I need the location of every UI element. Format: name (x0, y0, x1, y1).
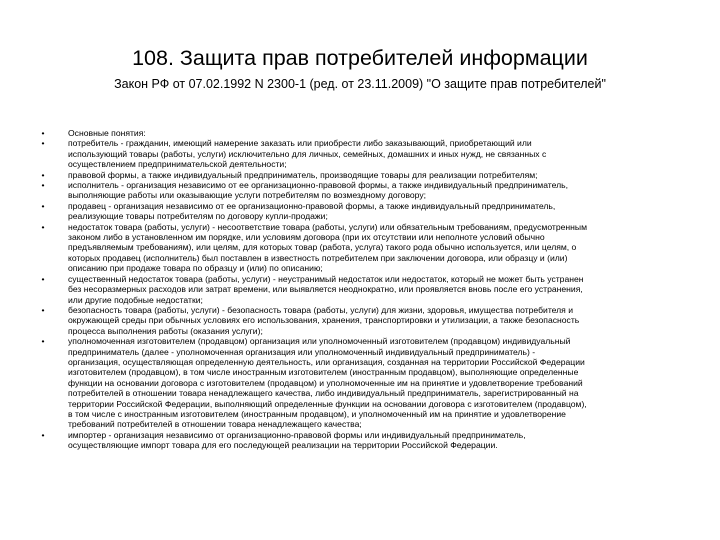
list-item (40, 222, 690, 274)
list-item-text-line: существенный недостаток товара (работы, услуги) - неустранимый недостаток или недостаток, который не может быть устранен (68, 273, 584, 284)
list-item-text-line: правовой формы, а также индивидуальный предприниматель, производящие товары для реализации потребителям; (68, 169, 538, 180)
list-item-text-line: которых продавец (исполнитель) был поставлен в известность потребителем при заключении договора, или образцу и (или) (68, 252, 568, 263)
list-item-text-line: безопасность товара (работы, услуги) - безопасность товара (работы, услуги) для жизни, здоровья, имущества потребителя и (68, 304, 574, 315)
bullet-glyph: • (41, 221, 45, 232)
list-item-text-line: требований потребителей в отношении товара ненадлежащего качества; (68, 419, 362, 430)
list-item-text-line: потребителей в отношении товара ненадлежащего качества, либо индивидуальный предприниматель, зарегистрированный на (68, 388, 579, 399)
list-item (40, 128, 690, 138)
list-item-text-line: описанию при продаже товара по образцу и (или) по описанию; (68, 263, 323, 274)
bullet-glyph: • (41, 429, 45, 440)
bullet-glyph: • (41, 128, 45, 138)
slide-subtitle: Закон РФ от 07.02.1992 N 2300-1 (ред. от 23.11.2009) "О защите прав потребителей" (114, 77, 606, 91)
bullet-glyph: • (41, 273, 45, 284)
list-item (40, 305, 690, 336)
list-item (40, 180, 690, 201)
list-item-text-line: исполнитель - организация независимо от ее организационно-правовой формы, а также индивидуальный предприниматель, (68, 180, 569, 191)
list-item-text-line: территории Российской Федерации, выполняющий определенные функции на основании договора с изготовителем (продавцом), (68, 398, 587, 409)
list-item-text-line: организация, осуществляющая определенную деятельность, или организация, созданная на территории Российской Федерации (68, 356, 585, 367)
list-item-text-line: в том числе с иностранным изготовителем (иностранным продавцом), и уполномоченный им на принятие и удовлетворение (68, 408, 566, 419)
list-item (40, 170, 690, 180)
list-item (40, 336, 690, 430)
list-item-text-line: потребитель - гражданин, имеющий намерение заказать или приобрести либо заказывающий, приобретающий или (68, 138, 532, 149)
list-item-text-line: предприниматель (далее - уполномоченная организация или уполномоченный индивидуальный предприниматель) - (68, 346, 536, 357)
bullet-glyph: • (41, 169, 45, 180)
list-item-text-line: без несоразмерных расходов или затрат времени, или выявляется неоднократно, или проявляется вновь после его устранения, (68, 284, 583, 295)
list-item-text-line: или другие подобные недостатки; (68, 294, 203, 305)
list-item-text-line: окружающей среды при обычных условиях его использования, хранения, транспортировки и утилизации, а также безопасность (68, 315, 580, 326)
list-item-text-line: осуществлением предпринимательской деятельности; (68, 159, 287, 170)
list-item-text-line: Основные понятия: (68, 128, 146, 138)
bullet-glyph: • (41, 200, 45, 211)
list-item-text-line: изготовителем (продавцом), в том числе иностранным изготовителем (иностранным продавцом), выполняющие определенные (68, 367, 579, 378)
list-item-text-line: импортер - организация независимо от организационно-правовой формы или индивидуальный предприниматель, (68, 429, 526, 440)
list-item-text-line: функции на основании договора с изготовителем (продавцом) и уполномоченные им на принятие и удовлетворение требований (68, 377, 583, 388)
list-item-text-line: предъявляемым требованиям), или целям, для которых товар (работа, услуга) такого рода обычно используется, или целям, о (68, 242, 577, 253)
list-item (40, 201, 690, 222)
list-item-text-line: использующий товары (работы, услуги) исключительно для личных, семейных, домашних и иных нужд, не связанных с (68, 148, 547, 159)
list-item-text-line: процесса выполнения работы (оказания услуги); (68, 325, 263, 336)
list-item-text-line: реализующие товары потребителям по договору купли-продажи; (68, 211, 328, 222)
list-item-text-line: выполняющие работы или оказывающие услуги потребителям по возмездному договору; (68, 190, 427, 201)
list-item-text-line: продавец - организация независимо от ее организационно-правовой формы, а также индивидуальный предприниматель, (68, 200, 556, 211)
list-item-text-line: уполномоченная изготовителем (продавцом) организация или уполномоченный изготовителем (продавцом) индивидуальный (68, 336, 571, 347)
list-item-text-line: законом либо в установленном им порядке, или условиям договора (при их отсутствии или неполноте условий обычно (68, 232, 545, 243)
definitions-list (40, 128, 690, 451)
list-item (40, 274, 690, 305)
bullet-glyph: • (41, 180, 45, 191)
bullet-glyph: • (41, 304, 45, 315)
list-item-text-line: осуществляющие импорт товара для его последующей реализации на территории Российской Федерации. (68, 440, 498, 451)
list-item-text-line: недостаток товара (работы, услуги) - несоответствие товара (работы, услуги) или обязательным требованиям, предусмотренным (68, 221, 588, 232)
bullet-glyph: • (41, 138, 45, 149)
slide-title: 108. Защита прав потребителей информации (132, 46, 588, 70)
list-item (40, 430, 690, 451)
list-item (40, 138, 690, 169)
bullet-glyph: • (41, 336, 45, 347)
